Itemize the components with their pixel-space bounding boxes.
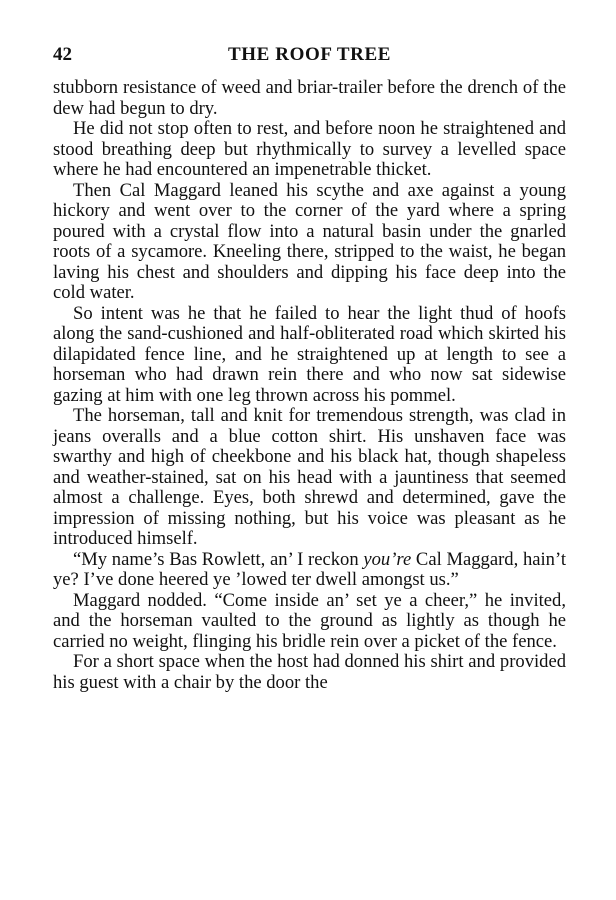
text-segment: “My name’s Bas Rowlett, an’ I reckon — [73, 548, 364, 570]
body-text — [53, 78, 566, 693]
paragraph — [53, 304, 566, 407]
text-segment: Cal Maggard, hain’t ye? I’ve done heered ye ’lowed ter dwell amongst us.” — [53, 548, 566, 590]
paragraph — [53, 78, 566, 119]
book-page — [53, 44, 566, 693]
page-header — [53, 44, 566, 70]
text-segment: Maggard nodded. “Come inside an’ set ye a cheer,” he invited, and the horseman vaulted to the ground as lightly as though he carried no weight, flinging his bridle rein over a picket of the fence. — [53, 589, 566, 652]
text-segment: He did not stop often to rest, and before noon he straightened and stood breathing deep but rhythmically to survey a levelled space where he had encountered an impenetrable thicket. — [53, 118, 566, 180]
paragraph — [53, 591, 566, 653]
paragraph — [53, 550, 566, 591]
page-number: 42 — [53, 44, 72, 65]
italic-emphasis: you’re — [363, 548, 412, 570]
text-segment: The horseman, tall and knit for tremendous strength, was clad in jeans overalls and a blue cotton shirt. His unshaven face was swarthy and high of cheekbone and his black hat, though shapeless and weather-stained, sat on his head with a jauntiness that seemed almost a challenge. Eyes, both shrewd and determined, gave the impression of missing nothing, but his voice was pleasant as he introduced himself. — [53, 405, 566, 549]
text-segment: stubborn resistance of weed and briar-trailer before the drench of the dew had begun to dry. — [53, 77, 566, 119]
text-segment: So intent was he that he failed to hear the light thud of hoofs along the sand-cushioned and half-obliterated road which skirted his dilapidated fence line, and he straightened up at length to see a horseman who had drawn rein there and who now sat sidewise gazing at him with one leg thrown across his pommel. — [53, 302, 566, 406]
text-segment: For a short space when the host had donned his shirt and provided his guest with a chair by the door the — [53, 651, 566, 693]
paragraph — [53, 181, 566, 304]
paragraph — [53, 406, 566, 550]
paragraph — [53, 119, 566, 181]
running-title: THE ROOF TREE — [227, 44, 391, 65]
paragraph — [53, 652, 566, 693]
text-segment: Then Cal Maggard leaned his scythe and axe against a young hickory and went over to the corner of the yard where a spring poured with a crystal flow into a natural basin under the gnarled roots of a sycamore. Kneeling there, stripped to the waist, he began laving his chest and shoulders and dipping his face deep into the cold water. — [53, 179, 566, 303]
